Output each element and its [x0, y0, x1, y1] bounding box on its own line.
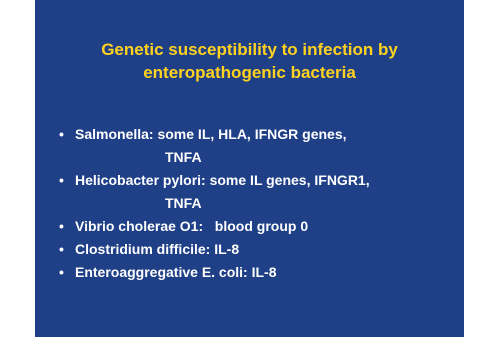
bullet-text: Helicobacter pylori: some IL genes, IFNGR1, — [75, 172, 370, 188]
bullet-item-clostridium — [59, 238, 459, 261]
bullet-continuation: TNFA — [165, 195, 202, 211]
bullet-continuation: TNFA — [165, 149, 202, 165]
bullet-item-vibrio — [59, 215, 459, 238]
bullet-text: Salmonella: some IL, HLA, IFNGR genes, — [75, 126, 347, 142]
bullet-icon: • — [59, 126, 64, 142]
bullet-icon: • — [59, 264, 64, 280]
slide — [35, 0, 464, 337]
slide-title — [35, 38, 464, 84]
bullet-list — [59, 123, 459, 284]
bullet-icon: • — [59, 172, 64, 188]
bullet-icon: • — [59, 218, 64, 234]
title-line-1: Genetic susceptibility to infection by — [101, 40, 398, 59]
bullet-item-ecoli — [59, 261, 459, 284]
bullet-text: Vibrio cholerae O1: blood group 0 — [75, 218, 309, 234]
bullet-text: Enteroaggregative E. coli: IL-8 — [75, 264, 277, 280]
title-line-2: enteropathogenic bacteria — [143, 63, 356, 82]
bullet-text: Clostridium difficile: IL-8 — [75, 241, 240, 257]
bullet-item-helicobacter — [59, 169, 459, 215]
bullet-item-salmonella — [59, 123, 459, 169]
bullet-icon: • — [59, 241, 64, 257]
